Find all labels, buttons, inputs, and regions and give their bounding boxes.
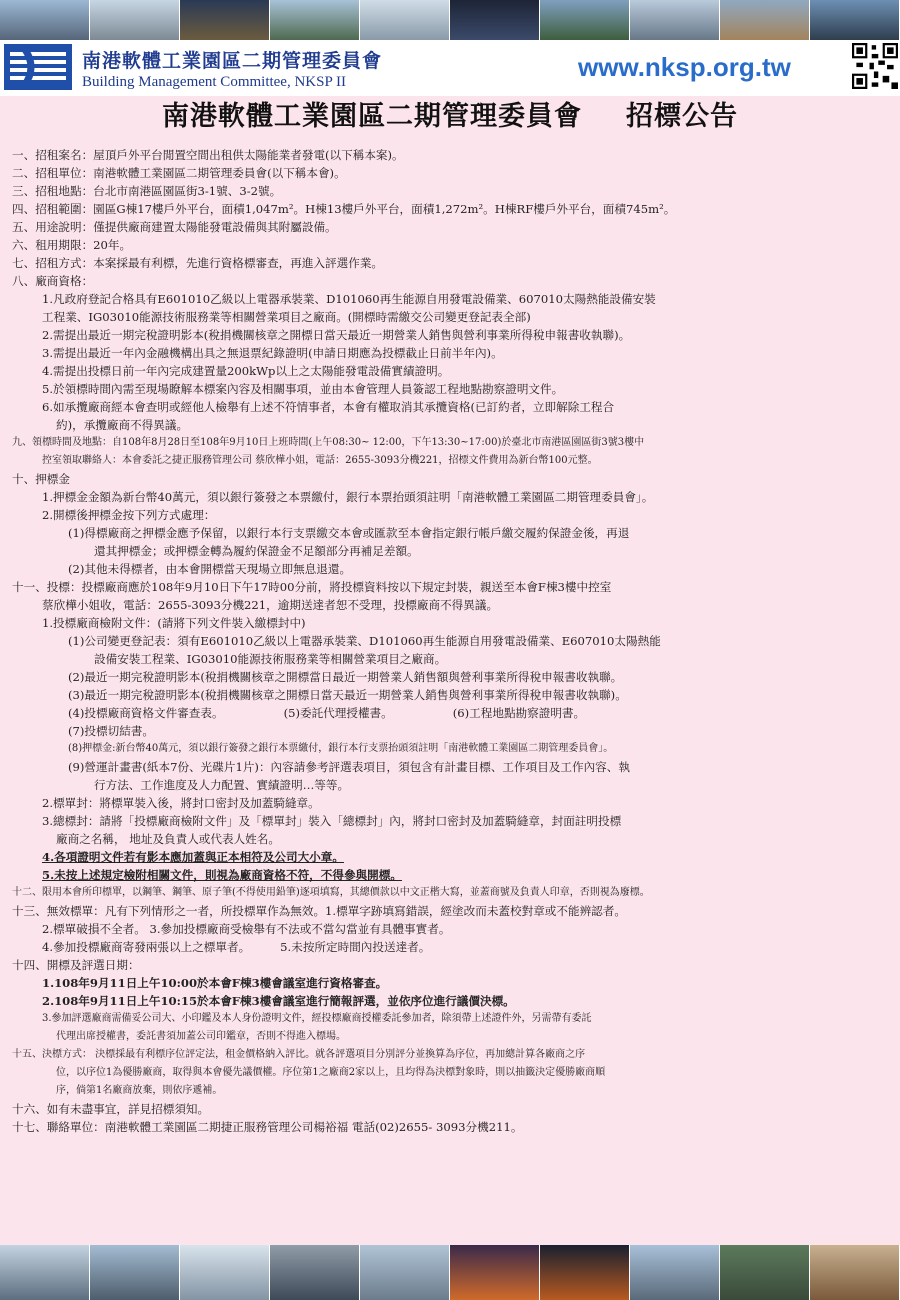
section-12: 十二、限用本會所印標單，以鋼筆、鋼筆、原子筆(不得使用鉛筆)逐項填寫，其總價款以中文正楷大寫，並蓋商號及負責人印章，否則視為廢標。 [12, 887, 650, 898]
deposit-2: 2.開標後押標金按下列方式處理： [42, 508, 216, 522]
section-11: 十一、投標：投標廠商應於108年9月10日下午17時00分前，將投標資料按以下規定封裝，親送至本會F棟3樓中控室 [12, 580, 612, 594]
invalid-3: 3.參加投標廠商受檢舉有不法或不當勾當並有具體事實者。 [149, 922, 451, 936]
bid-doc-9: (9)營運計畫書(紙本7份、光碟片1片)：內容請參考評選表項目，須包含有計畫目標、工作項目及工作內容、執 [68, 760, 630, 774]
section-2: 二、招租單位：南港軟體工業園區二期管理委員會(以下稱本會)。 [12, 166, 346, 180]
building-photo [270, 0, 360, 40]
building-photo [360, 1245, 450, 1300]
building-photo [630, 0, 720, 40]
building-photo [540, 0, 630, 40]
org-name-en: Building Management Committee, NKSP II [82, 74, 347, 90]
building-photo [0, 1245, 90, 1300]
section-16: 十六、如有未盡事宜，詳見招標須知。 [12, 1102, 210, 1116]
building-photo [0, 0, 90, 40]
bid-doc-4: (4)投標廠商資格文件審查表。 [68, 706, 224, 720]
org-name-zh: 南港軟體工業園區二期管理委員會 [82, 50, 383, 72]
title-suffix: 招標公告 [626, 101, 738, 132]
section-11-cont: 蔡欣樺小姐收，電話：2655-3093分機221，逾期送達者恕不受理，投標廠商不得異議。 [42, 598, 499, 612]
bid-envelope: 2.標單封：將標單裝入後，將封口密封及加蓋騎縫章。 [42, 796, 320, 810]
section-17: 十七、聯絡單位：南港軟體工業園區二期捷正服務管理公司楊裕福 電話(02)2655- 3093分機211。 [12, 1120, 523, 1134]
building-photo [720, 1245, 810, 1300]
master-envelope-cont: 廠商之名稱， 地址及負責人或代表人姓名。 [56, 832, 280, 846]
qualification-6: 6.如承攬廠商經本會查明或經他人檢舉有上述不符情事者，本會有權取消其承攬資格(已訂約者，立即解除工程合 [42, 400, 615, 414]
title-org: 南港軟體工業園區二期管理委員會 [162, 101, 582, 132]
qualification-1-cont: 工程業、IG03010能源技術服務業等相關營業項目之廠商。(開標時需繳交公司變更登記表全部) [42, 310, 531, 324]
invalid-4: 4.參加投標廠商寄發兩張以上之標單者。 [42, 940, 251, 954]
opening-3: 3.參加評選廠商需備妥公司大、小印鑑及本人身份證明文件，經投標廠商授權委託參加者，除須帶上述證件外，另需帶有委託 [42, 1013, 592, 1024]
nksp-logo-icon [4, 44, 72, 90]
opening-2: 2.108年9月11日上午10:15於本會F棟3樓會議室進行簡報評選，並依序位進行議價決標。 [42, 994, 515, 1008]
bid-docs-heading: 1.投標廠商檢附文件：(請將下列文件裝入繳標封中) [42, 616, 306, 630]
section-15: 十五、決標方式： 決標採最有利標序位評定法，租金價格納入評比。就各評選項目分別評分並換算為序位，再加總計算各廠商之序 [12, 1049, 586, 1060]
invalid-2-3 [12, 920, 890, 938]
qualification-2: 2.需提出最近一期完稅證明影本(稅捐機關核章之開標日當天最近一期營業人銷售與營利事業所得稅申報書收執聯)。 [42, 328, 631, 342]
section-9-cont: 控室領取聯絡人：本會委託之捷正服務管理公司 蔡欣樺小姐，電話：2655-3093分機221，招標文件費用為新台幣100元整。 [42, 455, 598, 466]
deposit-1: 1.押標金金額為新台幣40萬元，須以銀行簽發之本票繳付，銀行本票抬頭須註明「南港軟體工業園區二期管理委員會」。 [42, 490, 654, 504]
section-15-cont-2: 序，倘第1名廠商放棄，則依序遞補。 [56, 1085, 223, 1096]
notice-5: 5.未按上述規定檢附相關文件，則視為廠商資格不符，不得參與開標。 [42, 868, 402, 882]
opening-1: 1.108年9月11日上午10:00於本會F棟3樓會議室進行資格審查。 [42, 976, 388, 990]
invalid-4-5 [12, 938, 890, 956]
building-photo [270, 1245, 360, 1300]
deposit-2-2: (2)其他未得標者，由本會開標當天現場立即無息退還。 [68, 562, 352, 576]
bottom-photo-strip [0, 1245, 900, 1300]
bid-doc-4-6 [12, 704, 890, 722]
section-10-heading: 十、押標金 [12, 472, 70, 486]
bid-doc-2: (2)最近一期完稅證明影本(稅捐機關核章之開標當日最近一期營業人銷售額與營利事業所得稅申報書收執聯。 [68, 670, 623, 684]
qualification-1: 1.凡政府登記合格具有E601010乙級以上電器承裝業、D101060再生能源自用發電設備業、607010太陽熱能設備安裝 [42, 292, 656, 306]
master-envelope: 3.總標封：請將「投標廠商檢附文件」及「標單封」裝入「總標封」內，將封口密封及加蓋騎縫章，封面註明投標 [42, 814, 622, 828]
building-photo [90, 1245, 180, 1300]
bid-doc-1-cont: 設備安裝工程業、IG03010能源技術服務業等相關營業項目之廠商。 [94, 652, 447, 666]
page-header [0, 40, 900, 96]
building-photo [720, 0, 810, 40]
website-link[interactable]: www.nksp.org.tw [578, 52, 791, 82]
section-14-heading: 十四、開標及評選日期： [12, 958, 140, 972]
section-8-heading: 八、廠商資格： [12, 274, 94, 288]
bid-doc-8: (8)押標金:新台幣40萬元，須以銀行簽發之銀行本票繳付，銀行本行支票抬頭須註明「南港軟體工業園區二期管理委員會」。 [68, 743, 614, 754]
section-9: 九、領標時間及地點：自108年8月28日至108年9月10日上班時間(上午08:30~ 12:00，下午13:30~17:00)於臺北市南港區園區街3號3樓中 [12, 437, 645, 448]
building-photo [180, 1245, 270, 1300]
building-photo [540, 1245, 630, 1300]
building-photo [630, 1245, 720, 1300]
building-photo [450, 0, 540, 40]
bid-doc-5: (5)委託代理授權書。 [283, 706, 393, 720]
qr-code-icon[interactable] [852, 43, 898, 89]
section-15-cont-1: 位，以序位1為優勝廠商，取得與本會優先議價權。序位第1之廠商2家以上，且均得為決標對象時，則以抽籤決定優勝廠商順 [56, 1067, 606, 1078]
bid-doc-7: (7)投標切結書。 [68, 724, 154, 738]
invalid-2: 2.標單破損不全者。 [42, 922, 146, 936]
qualification-5: 5.於領標時間內需至現場瞭解本標案內容及相關事項，並由本會管理人員簽認工程地點勘察證明文件。 [42, 382, 564, 396]
building-photo [810, 0, 900, 40]
qualification-6-cont: 約)，承攬廠商不得異議。 [56, 418, 189, 432]
bid-doc-9-cont: 行方法、工作進度及人力配置、實績證明…等等。 [94, 778, 350, 792]
building-photo [810, 1245, 900, 1300]
section-3: 三、招租地點：台北市南港區園區街3-1號、3-2號。 [12, 184, 282, 198]
page-title [0, 94, 900, 133]
top-photo-strip [0, 0, 900, 40]
section-13: 十三、無效標單：凡有下列情形之一者，所投標單作為無效。1.標單字跡填寫錯誤，經塗改而未蓋校對章或不能辨認者。 [12, 904, 626, 918]
section-1: 一、招租案名：屋頂戶外平台閒置空間出租供太陽能業者發電(以下稱本案)。 [12, 148, 404, 162]
bid-doc-6: (6)工程地點勘察證明書。 [452, 706, 586, 720]
notice-4: 4.各項證明文件若有影本應加蓋與正本相符及公司大小章。 [42, 850, 344, 864]
building-photo [180, 0, 270, 40]
building-photo [360, 0, 450, 40]
section-4: 四、招租範圍：園區G棟17樓戶外平台，面積1,047m²。H棟13樓戶外平台，面積1,272m²。H棟RF樓戶外平台，面積745m²。 [12, 202, 676, 216]
section-7: 七、招租方式：本案採最有利標，先進行資格標審查，再進入評選作業。 [12, 256, 384, 270]
building-photo [450, 1245, 540, 1300]
section-5: 五、用途說明：僅提供廠商建置太陽能發電設備與其附屬設備。 [12, 220, 337, 234]
deposit-2-1: (1)得標廠商之押標金應予保留，以銀行本行支票繳交本會或匯款至本會指定銀行帳戶繳交履約保證金後，再退 [68, 526, 630, 540]
opening-3-cont: 代理出席授權書，委託書須加蓋公司印鑑章，否則不得進入標場。 [56, 1031, 346, 1042]
section-6: 六、租用期限：20年。 [12, 238, 132, 252]
announcement-body [12, 146, 890, 1136]
bid-doc-1: (1)公司變更登記表：須有E601010乙級以上電器承裝業、D101060再生能源自用發電設備業、E607010太陽熱能 [68, 634, 661, 648]
bid-doc-3: (3)最近一期完稅證明影本(稅捐機關核章之開標日當天最近一期營業人銷售與營利事業所得稅申報書收執聯)。 [68, 688, 627, 702]
qualification-3: 3.需提出最近一年內金融機構出具之無退票紀錄證明(申請日期應為投標截止日前半年內)。 [42, 346, 503, 360]
building-photo [90, 0, 180, 40]
deposit-2-1-cont: 還其押標金；或押標金轉為履約保證金不足額部分再補足差額。 [94, 544, 419, 558]
invalid-5: 5.未按所定時間內投送達者。 [280, 940, 431, 954]
qualification-4: 4.需提出投標日前一年內完成建置量200kWp以上之太陽能發電設備實績證明。 [42, 364, 450, 378]
